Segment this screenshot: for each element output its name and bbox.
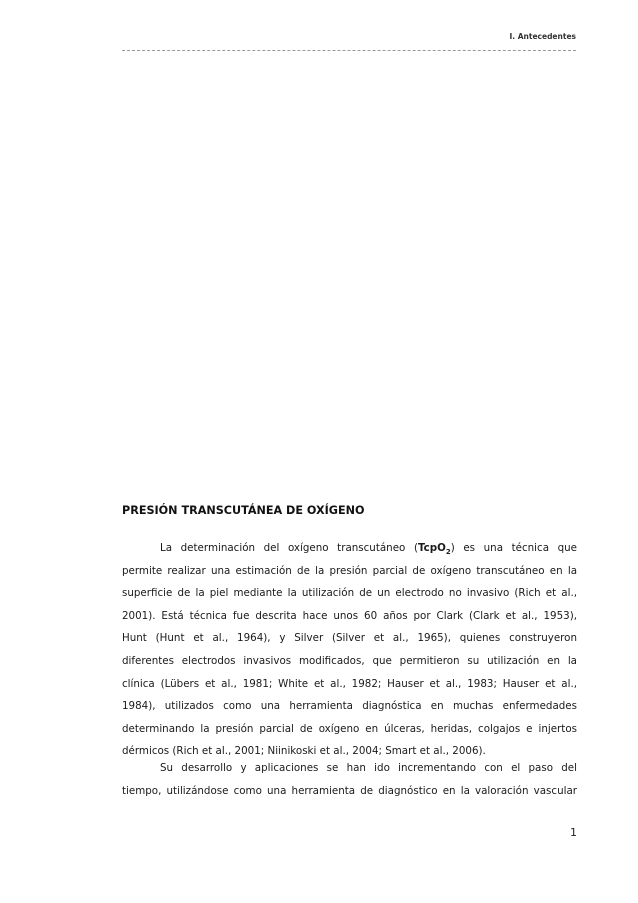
text-fragment: ) es una técnica que [450, 542, 577, 554]
abbreviation-text: TcpO [417, 542, 446, 554]
abbreviation-subscript: 2 [445, 548, 451, 557]
paragraph-line: Hunt (Hunt et al., 1964), y Silver (Silver et al., 1965), quienes construyeron [122, 632, 577, 645]
text-fragment: La determinación del oxígeno transcutáneo ( [160, 542, 418, 554]
tcpo2-abbreviation [417, 542, 451, 557]
paragraph-line: dérmicos (Rich et al., 2001; Niinikoski et al., 2004; Smart et al., 2006). [122, 745, 486, 758]
paragraph-line: 2001). Está técnica fue descrita hace unos 60 años por Clark (Clark et al., 1953), [122, 609, 577, 622]
paragraph-line: clínica (Lübers et al., 1981; White et al., 1982; Hauser et al., 1983; Hauser et al., [122, 677, 577, 690]
paragraph-line: 1984), utilizados como una herramienta diagnóstica en muchas enfermedades [122, 700, 577, 713]
paragraph-1 [122, 537, 577, 763]
running-header: I. Antecedentes [509, 32, 576, 41]
paragraph-line: Su desarrollo y aplicaciones se han ido incrementando con el paso del [160, 762, 577, 774]
paragraph-line: determinando la presión parcial de oxígeno en úlceras, heridas, colgajos e injertos [122, 722, 577, 735]
paragraph-2 [122, 757, 577, 802]
paragraph-line: permite realizar una estimación de la presión parcial de oxígeno transcutáneo en la [122, 564, 577, 577]
section-heading: PRESIÓN TRANSCUTÁNEA DE OXÍGENO [122, 504, 365, 517]
paragraph-line: diferentes electrodos invasivos modificados, que permitieron su utilización en la [122, 654, 577, 667]
page-number: 1 [570, 826, 577, 839]
paragraph-line [122, 537, 577, 560]
paragraph-line: superficie de la piel mediante la utilización de un electrodo no invasivo (Rich et al., [122, 587, 577, 600]
paragraph-line: tiempo, utilizándose como una herramienta de diagnóstico en la valoración vascular [122, 784, 577, 797]
header-divider [122, 50, 576, 51]
